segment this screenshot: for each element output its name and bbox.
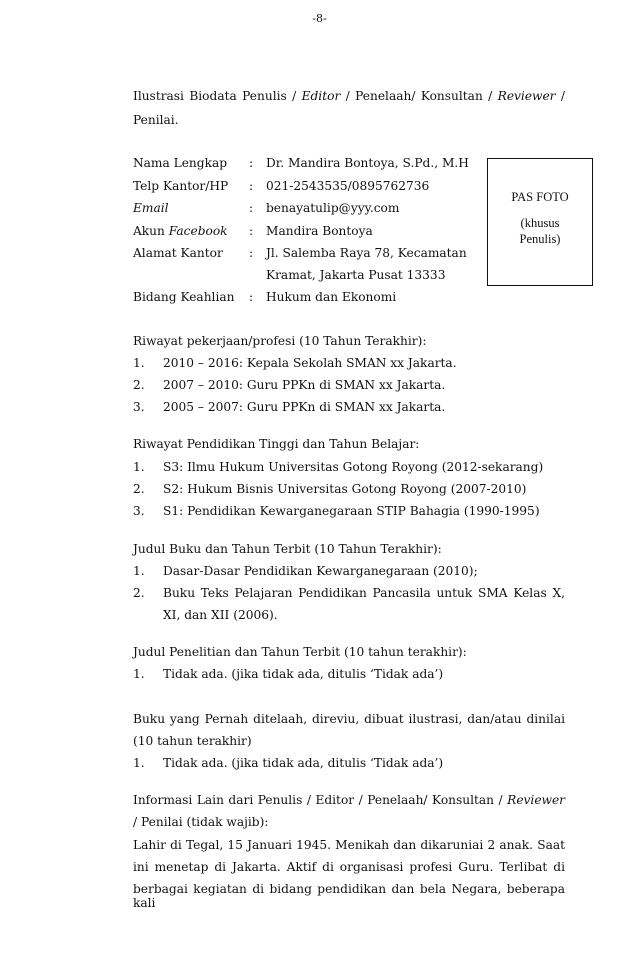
value-alamat-kantor-cont: Kramat, Jakarta Pusat 13333 bbox=[266, 268, 446, 282]
books-title: Judul Buku dan Tahun Terbit (10 Tahun Terakhir): bbox=[133, 542, 442, 556]
colon: : bbox=[249, 201, 254, 215]
other-info-title-line1 bbox=[133, 793, 565, 807]
list-item: Tidak ada. (jika tidak ada, ditulis ‘Tidak ada’) bbox=[163, 667, 444, 681]
pas-foto-label: PAS FOTO bbox=[511, 190, 569, 204]
pas-foto-note-line2: Penulis) bbox=[519, 232, 561, 246]
list-item: 2005 – 2007: Guru PPKn di SMAN xx Jakarta. bbox=[163, 400, 446, 414]
list-item: S2: Hukum Bisnis Universitas Gotong Royong (2007-2010) bbox=[163, 482, 527, 496]
list-item: S3: Ilmu Hukum Universitas Gotong Royong (2012-sekarang) bbox=[163, 460, 544, 474]
other-info-title-italic: Reviewer bbox=[507, 793, 565, 807]
label-telp: Telp Kantor/HP bbox=[133, 179, 229, 193]
heading-part: / bbox=[555, 89, 565, 103]
education-title: Riwayat Pendidikan Tinggi dan Tahun Belajar: bbox=[133, 437, 420, 451]
other-info-text: Lahir di Tegal, 15 Januari 1945. Menikah dan dikaruniai 2 anak. Saat bbox=[133, 838, 565, 852]
biodata-heading-line2: Penilai. bbox=[133, 113, 179, 127]
other-info-text: berbagai kegiatan di bidang pendidikan dan bela Negara, beberapa kali bbox=[133, 882, 565, 910]
list-number: 1. bbox=[133, 356, 145, 370]
list-item: 2010 – 2016: Kepala Sekolah SMAN xx Jakarta. bbox=[163, 356, 457, 370]
label-part: Akun bbox=[133, 224, 169, 238]
value-alamat-kantor: Jl. Salemba Raya 78, Kecamatan bbox=[266, 246, 467, 260]
heading-part: Ilustrasi Biodata Penulis / bbox=[133, 89, 302, 103]
list-number: 3. bbox=[133, 504, 145, 518]
value-email: benayatulip@yyy.com bbox=[266, 201, 400, 215]
colon: : bbox=[249, 156, 254, 170]
list-number: 2. bbox=[133, 482, 145, 496]
heading-part-italic: Editor bbox=[301, 89, 341, 103]
value-bidang-keahlian: Hukum dan Ekonomi bbox=[266, 290, 397, 304]
list-number: 1. bbox=[133, 564, 145, 578]
list-item: Tidak ada. (jika tidak ada, ditulis ‘Tidak ada’) bbox=[163, 756, 444, 770]
colon: : bbox=[249, 290, 254, 304]
label-part-italic: Facebook bbox=[168, 224, 228, 238]
label-alamat-kantor: Alamat Kantor bbox=[133, 246, 223, 260]
list-number: 1. bbox=[133, 756, 145, 770]
research-title: Judul Penelitian dan Tahun Terbit (10 tahun terakhir): bbox=[133, 645, 467, 659]
reviewed-title-line1: Buku yang Pernah ditelaah, direviu, dibuat ilustrasi, dan/atau dinilai bbox=[133, 712, 565, 726]
work-history-title: Riwayat pekerjaan/profesi (10 Tahun Terakhir): bbox=[133, 334, 427, 348]
pas-foto-note bbox=[488, 215, 592, 247]
list-item: S1: Pendidikan Kewarganegaraan STIP Bahagia (1990-1995) bbox=[163, 504, 540, 518]
other-info-text: ini menetap di Jakarta. Aktif di organisasi profesi Guru. Terlibat di bbox=[133, 860, 565, 874]
list-number: 2. bbox=[133, 378, 145, 392]
colon: : bbox=[249, 246, 254, 260]
label-email: Email bbox=[133, 201, 169, 215]
value-nama-lengkap: Dr. Mandira Bontoya, S.Pd., M.H bbox=[266, 156, 469, 170]
heading-part: / Penelaah/ Konsultan / bbox=[340, 89, 498, 103]
reviewed-title-line2: (10 tahun terakhir) bbox=[133, 734, 252, 748]
label-nama-lengkap: Nama Lengkap bbox=[133, 156, 228, 170]
heading-part-italic: Reviewer bbox=[497, 89, 556, 103]
pas-foto-note-line1: (khusus bbox=[520, 216, 560, 230]
list-item: Buku Teks Pelajaran Pendidikan Pancasila untuk SMA Kelas X, bbox=[163, 586, 565, 600]
list-item: 2007 – 2010: Guru PPKn di SMAN xx Jakarta. bbox=[163, 378, 446, 392]
value-telp: 021-2543535/0895762736 bbox=[266, 179, 430, 193]
label-bidang-keahlian: Bidang Keahlian bbox=[133, 290, 235, 304]
list-number: 2. bbox=[133, 586, 145, 600]
other-info-title-line2: / Penilai (tidak wajib): bbox=[133, 815, 269, 829]
list-number: 3. bbox=[133, 400, 145, 414]
page-number: -8- bbox=[312, 12, 327, 25]
list-number: 1. bbox=[133, 460, 145, 474]
value-facebook: Mandira Bontoya bbox=[266, 224, 373, 238]
other-info-title-part: Informasi Lain dari Penulis / Editor / Penelaah/ Konsultan / bbox=[133, 793, 508, 807]
list-item-cont: XI, dan XII (2006). bbox=[163, 608, 278, 622]
biodata-heading-line1 bbox=[133, 89, 565, 103]
colon: : bbox=[249, 179, 254, 193]
list-item: Dasar-Dasar Pendidikan Kewarganegaraan (2010); bbox=[163, 564, 478, 578]
list-number: 1. bbox=[133, 667, 145, 681]
pas-foto-box bbox=[487, 158, 593, 286]
label-facebook bbox=[133, 224, 228, 238]
colon: : bbox=[249, 224, 254, 238]
